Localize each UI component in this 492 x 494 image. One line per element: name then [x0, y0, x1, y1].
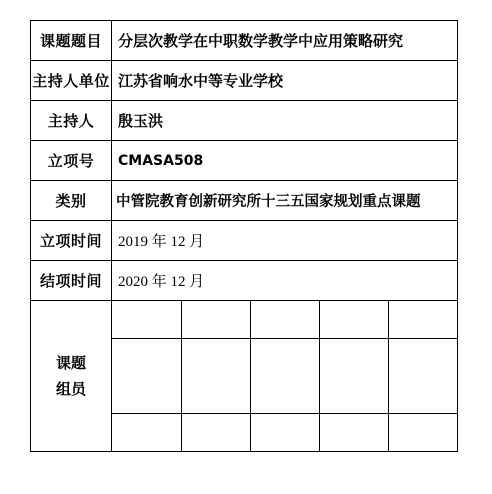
value-host-unit: 江苏省响水中等专业学校	[112, 61, 458, 101]
member-cell	[388, 414, 457, 452]
member-cell	[181, 414, 250, 452]
value-end-time: 2020 年 12 月	[112, 261, 458, 301]
members-grid-container	[112, 301, 458, 452]
value-project-number: CMASA508	[112, 141, 458, 181]
member-cell	[250, 414, 319, 452]
project-info-table	[30, 20, 458, 452]
member-cell	[181, 339, 250, 414]
members-grid	[112, 301, 457, 451]
value-project-title: 分层次教学在中职数学教学中应用策略研究	[112, 21, 458, 61]
member-cell	[319, 414, 388, 452]
member-cell	[112, 301, 181, 339]
row-start-time	[31, 221, 458, 261]
row-host-unit	[31, 61, 458, 101]
label-end-time: 结项时间	[31, 261, 112, 301]
members-grid-row	[112, 414, 457, 452]
row-end-time	[31, 261, 458, 301]
members-grid-row	[112, 301, 457, 339]
label-members-line1: 课题	[55, 354, 86, 372]
members-grid-row	[112, 339, 457, 414]
row-project-number	[31, 141, 458, 181]
row-host	[31, 101, 458, 141]
value-start-time: 2019 年 12 月	[112, 221, 458, 261]
label-members-line2: 组员	[55, 380, 86, 398]
label-project-number: 立项号	[31, 141, 112, 181]
member-cell	[319, 301, 388, 339]
row-category	[31, 181, 458, 221]
member-cell	[250, 339, 319, 414]
value-host: 殷玉洪	[112, 101, 458, 141]
label-project-title: 课题题目	[31, 21, 112, 61]
member-cell	[181, 301, 250, 339]
member-cell	[112, 339, 181, 414]
member-cell	[319, 339, 388, 414]
member-cell	[112, 414, 181, 452]
project-info-document	[30, 20, 458, 470]
row-members	[31, 301, 458, 452]
label-start-time: 立项时间	[31, 221, 112, 261]
member-cell	[388, 301, 457, 339]
member-cell	[250, 301, 319, 339]
row-project-title	[31, 21, 458, 61]
label-host: 主持人	[31, 101, 112, 141]
label-members	[31, 301, 112, 452]
value-category: 中管院教育创新研究所十三五国家规划重点课题	[112, 181, 458, 221]
label-category: 类别	[31, 181, 112, 221]
label-host-unit: 主持人单位	[31, 61, 112, 101]
member-cell	[388, 339, 457, 414]
